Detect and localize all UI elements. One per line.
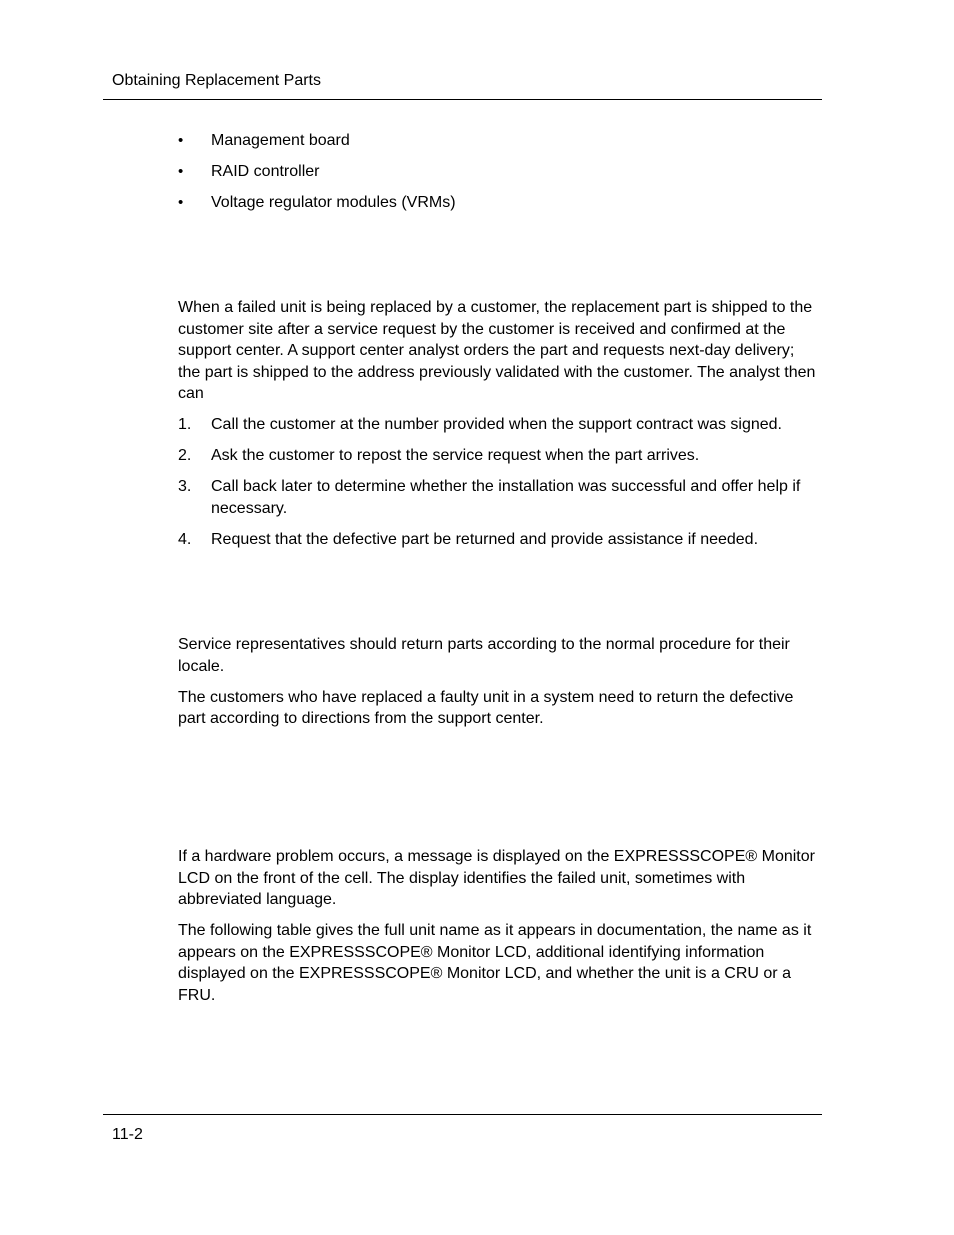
bullet-marker: • <box>178 193 184 211</box>
customer-replacement-paragraph <box>178 297 818 405</box>
step-number: 3. <box>178 477 192 495</box>
step-number: 4. <box>178 530 192 548</box>
analyst-steps-list <box>178 414 818 550</box>
step-text: Call the customer at the number provided when the support contract was signed. <box>211 416 782 433</box>
list-item <box>178 445 818 467</box>
list-item <box>178 529 818 551</box>
step-text: Call back later to determine whether the installation was successful and offer help if necessary. <box>211 477 801 517</box>
paragraph: When a failed unit is being replaced by a customer, the replacement part is shipped to the customer site after a service request by the customer is received and confirmed at the support center. A support center analyst orders the part and requests next-day delivery; the part is shipped to the address previously validated with the customer. The analyst then can <box>178 299 816 403</box>
paragraph: If a hardware problem occurs, a message is displayed on the EXPRESSSCOPE® Monitor LCD on the front of the cell. The display identifies the failed unit, sometimes with abbreviated language. <box>178 848 815 909</box>
list-item <box>178 192 818 214</box>
running-header-title: Obtaining Replacement Parts <box>112 72 321 89</box>
list-item <box>178 414 818 436</box>
step-text: Request that the defective part be returned and provide assistance if needed. <box>211 530 759 548</box>
paragraph: The following table gives the full unit name as it appears in documentation, the name as it appears on the EXPRESSSCOPE® Monitor LCD, additional identifying information displayed on the EXPRESSSCOPE® Monitor LCD, and whether the unit is a CRU or a FRU. <box>178 922 812 1004</box>
bullet-marker: • <box>178 132 184 149</box>
list-item <box>178 130 818 152</box>
list-item <box>178 161 818 183</box>
step-number: 2. <box>178 446 192 464</box>
step-number: 1. <box>178 416 192 433</box>
lcd-message-section <box>178 846 818 1007</box>
return-parts-section <box>178 634 818 730</box>
footer-rule <box>103 1114 822 1115</box>
bullet-marker: • <box>178 162 184 180</box>
step-text: Ask the customer to repost the service request when the part arrives. <box>211 446 700 464</box>
paragraph: Service representatives should return parts according to the normal procedure for their locale. <box>178 636 790 675</box>
list-item-text: RAID controller <box>211 162 320 180</box>
list-item <box>178 476 818 519</box>
page-number: 11-2 <box>112 1126 143 1143</box>
paragraph: The customers who have replaced a faulty unit in a system need to return the defective part according to directions from the support center. <box>178 688 794 728</box>
header-rule <box>103 99 822 100</box>
list-item-text: Management board <box>211 132 350 149</box>
list-item-text: Voltage regulator modules (VRMs) <box>211 193 456 211</box>
component-bullet-list <box>178 130 818 214</box>
